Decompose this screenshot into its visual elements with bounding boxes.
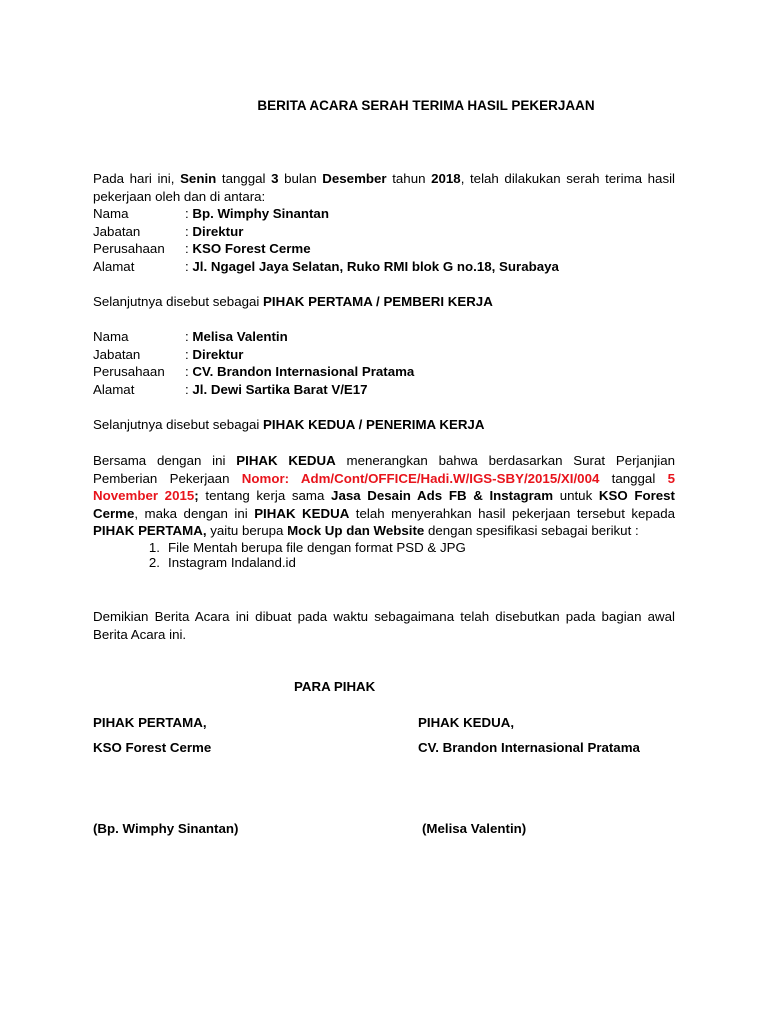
party2-value: Melisa Valentin	[192, 329, 288, 344]
party1-row: Alamat : Jl. Ngagel Jaya Selatan, Ruko RMI blok G no.18, Surabaya	[93, 258, 559, 274]
closing-paragraph	[93, 608, 675, 643]
party1-value: Bp. Wimphy Sinantan	[192, 206, 329, 222]
list-item-number: 1.	[148, 539, 160, 555]
party1-value: Jl. Ngagel Jaya Selatan, Ruko RMI blok G no.18, Surabaya	[192, 258, 559, 274]
party1-value: KSO Forest Cerme	[192, 241, 311, 257]
intro-day: Senin	[180, 171, 217, 186]
body-text: dengan spesifikasi sebagai berikut :	[424, 523, 639, 539]
party1-label: Nama	[93, 206, 129, 222]
party2-details	[93, 328, 675, 398]
party1-role: PIHAK PERTAMA / PEMBERI KERJA	[263, 294, 493, 309]
intro-date: 3	[271, 171, 279, 186]
body-bold: PIHAK KEDUA	[254, 505, 350, 521]
body-text: telah menyerahkan hasil pekerjaan tersebut kepada	[349, 505, 675, 521]
party2-row: Alamat : Jl. Dewi Sartika Barat V/E17	[93, 381, 368, 397]
signer-company: KSO Forest Cerme	[93, 740, 212, 755]
party2-row: Nama : Melisa Valentin	[93, 329, 288, 344]
party1-note	[93, 293, 675, 311]
intro-text-3: bulan	[278, 171, 323, 186]
party2-row: Jabatan : Direktur	[93, 346, 244, 362]
body-bold: PIHAK KEDUA	[236, 453, 336, 468]
body-text: tanggal	[599, 470, 668, 486]
signer-name-left: (Bp. Wimphy Sinantan)	[93, 821, 239, 836]
body-bold: PIHAK PERTAMA,	[93, 523, 207, 539]
party1-details	[93, 205, 675, 275]
party1-value: Direktur	[192, 223, 244, 239]
party2-value: CV. Brandon Internasional Pratama	[192, 364, 415, 380]
body-bold: KSO Forest Cerme	[93, 488, 675, 521]
para-pihak-heading: PARA PIHAK	[294, 679, 376, 694]
party1-row: Nama : Bp. Wimphy Sinantan	[93, 206, 329, 222]
closing-text: Demikian Berita Acara ini dibuat pada waktu sebagaimana telah disebutkan pada bagian awal Berita Acara ini.	[93, 609, 675, 642]
intro-text-1: Pada hari ini,	[93, 171, 181, 186]
intro-month: Desember	[322, 171, 387, 186]
list-item-text: Instagram Indaland.id	[168, 555, 296, 571]
signer-name-right: (Melisa Valentin)	[422, 821, 527, 836]
intro-text-4: tahun	[386, 171, 432, 186]
body-paragraph	[93, 452, 675, 571]
intro-paragraph	[93, 170, 675, 276]
intro-year: 2018	[431, 171, 461, 186]
intro-text-5: , telah dilakukan serah terima hasil pekerjaan oleh dan di antara:	[93, 171, 675, 204]
body-text: untuk	[553, 488, 599, 504]
party2-row: Perusahaan : CV. Brandon Internasional Pratama	[93, 364, 415, 380]
body-bold: Jasa Desain Ads FB & Instagram	[331, 488, 554, 504]
signature-right	[418, 710, 640, 760]
body-text: menerangkan bahwa berdasarkan Surat Perjanjian Pemberian Pekerjaan	[93, 453, 675, 486]
party2-label: Alamat	[93, 381, 135, 397]
body-text: yaitu berupa	[206, 523, 288, 539]
list-item	[93, 555, 675, 571]
signer-role: PIHAK KEDUA,	[418, 715, 515, 730]
contract-number: Nomor: Adm/Cont/OFFICE/Hadi.W/IGS-SBY/2015/XI/004	[241, 470, 600, 486]
party2-value: Direktur	[192, 346, 244, 362]
body-text: Bersama dengan ini	[93, 453, 237, 468]
party1-row: Jabatan : Direktur	[93, 223, 244, 239]
party1-row: Perusahaan : KSO Forest Cerme	[93, 241, 311, 257]
body-bold: Mock Up dan Website	[287, 523, 425, 539]
party2-label: Jabatan	[93, 346, 141, 362]
signer-role: PIHAK PERTAMA,	[93, 715, 207, 730]
body-bold: ;	[194, 488, 199, 504]
party2-value: Jl. Dewi Sartika Barat V/E17	[192, 381, 368, 397]
intro-text-2: tanggal	[216, 171, 272, 186]
document-title: BERITA ACARA SERAH TERIMA HASIL PEKERJAAN	[257, 98, 595, 113]
party2-label: Nama	[93, 329, 129, 344]
party2-role: PIHAK KEDUA / PENERIMA KERJA	[263, 417, 485, 432]
body-text: , maka dengan ini	[134, 505, 255, 521]
party2-note-text: Selanjutnya disebut sebagai	[93, 417, 264, 432]
signature-left	[93, 710, 211, 760]
signer-company: CV. Brandon Internasional Pratama	[418, 740, 640, 755]
list-item	[93, 540, 675, 556]
contract-date: 5 November 2015	[93, 470, 675, 504]
party1-note-text: Selanjutnya disebut sebagai	[93, 294, 264, 309]
body-text: tentang kerja sama	[198, 488, 332, 504]
list-item-text: File Mentah berupa file dengan format PSD & JPG	[168, 539, 466, 555]
spec-list	[93, 540, 675, 571]
party2-label: Perusahaan	[93, 364, 165, 380]
list-item-number: 2.	[148, 555, 160, 571]
party2-note	[93, 416, 675, 434]
party1-label: Alamat	[93, 258, 135, 274]
party1-label: Perusahaan	[93, 241, 165, 257]
party1-label: Jabatan	[93, 223, 141, 239]
